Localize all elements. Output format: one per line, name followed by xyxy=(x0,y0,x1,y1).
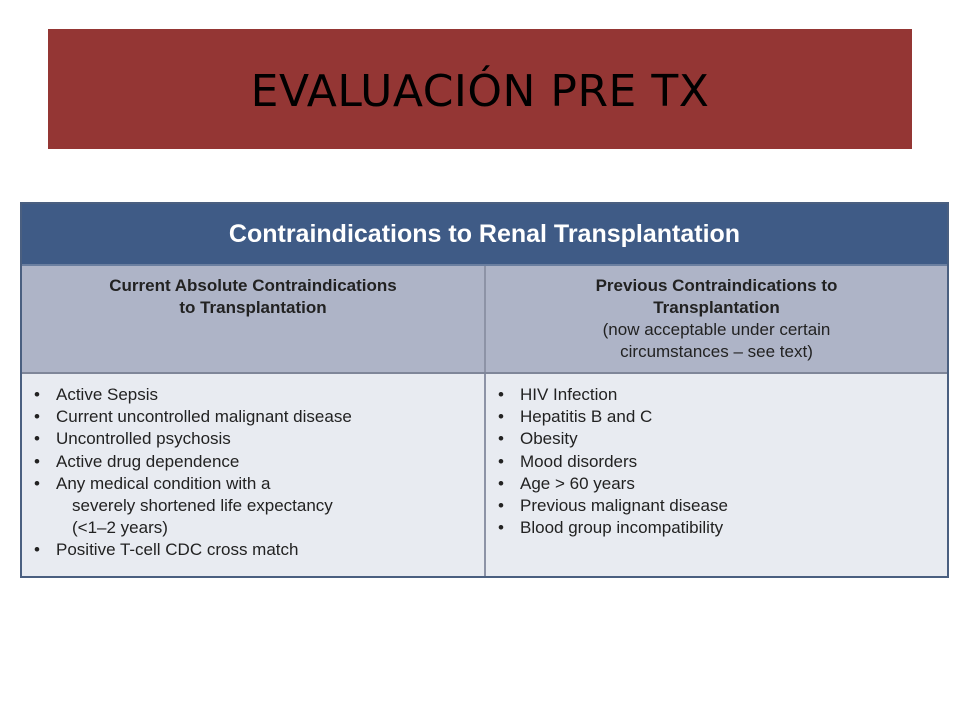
bullet-icon: • xyxy=(498,496,504,516)
list-item: • Mood disorders xyxy=(486,451,947,473)
right-header-line1: Previous Contraindications to xyxy=(595,276,838,295)
list-item: • Active drug dependence xyxy=(22,451,484,473)
list-item: • Previous malignant disease xyxy=(486,495,947,517)
bullet-icon: • xyxy=(34,429,40,449)
list-item: • Blood group incompatibility xyxy=(486,517,947,539)
left-header-line1: Current Absolute Contraindications xyxy=(109,276,397,295)
bullet-icon: • xyxy=(498,385,504,404)
bullet-icon: • xyxy=(498,407,504,427)
right-header-line2: Transplantation xyxy=(653,298,780,317)
list-item: • Uncontrolled psychosis xyxy=(22,428,484,450)
bullet-icon: • xyxy=(498,429,504,449)
bullet-icon: • xyxy=(34,473,40,493)
contraindications-table xyxy=(20,202,949,578)
bullet-icon: • xyxy=(34,451,40,471)
bullet-icon: • xyxy=(34,540,40,560)
bullet-icon: • xyxy=(34,385,40,404)
left-header-line2: to Transplantation xyxy=(179,298,327,317)
previous-contraindications-list xyxy=(486,384,947,539)
bullet-icon: • xyxy=(34,407,40,427)
right-header-note1: (now acceptable under certain xyxy=(602,320,831,339)
list-item: • Age > 60 years xyxy=(486,473,947,495)
list-item-continuation: (<1–2 years) xyxy=(72,518,168,538)
list-item: • Current uncontrolled malignant disease xyxy=(22,406,484,428)
bullet-icon: • xyxy=(498,473,504,493)
right-header-note2: circumstances – see text) xyxy=(620,342,813,361)
absolute-contraindications-list xyxy=(22,384,484,562)
right-column-header xyxy=(486,266,947,372)
list-item-continuation: severely shortened life expectancy xyxy=(72,496,333,516)
slide-title: EVALUACIÓN PRE TX xyxy=(250,65,710,117)
list-item: • Hepatitis B and C xyxy=(486,406,947,428)
list-item: • HIV Infection xyxy=(486,384,947,406)
list-item: • Obesity xyxy=(486,428,947,450)
bullet-icon: • xyxy=(498,451,504,471)
table-title-bar xyxy=(22,204,947,266)
list-item: • Any medical condition with a severely shortened life expectancy (<1–2 years) xyxy=(22,473,484,540)
bullet-icon: • xyxy=(498,518,504,538)
left-column-header xyxy=(22,266,486,372)
title-banner xyxy=(48,29,912,149)
list-item: • Positive T-cell CDC cross match xyxy=(22,539,484,561)
right-column-body xyxy=(486,374,947,576)
left-column-body xyxy=(22,374,486,576)
list-item: • Active Sepsis xyxy=(22,384,484,406)
table-title: Contraindications to Renal Transplantation xyxy=(228,219,741,248)
